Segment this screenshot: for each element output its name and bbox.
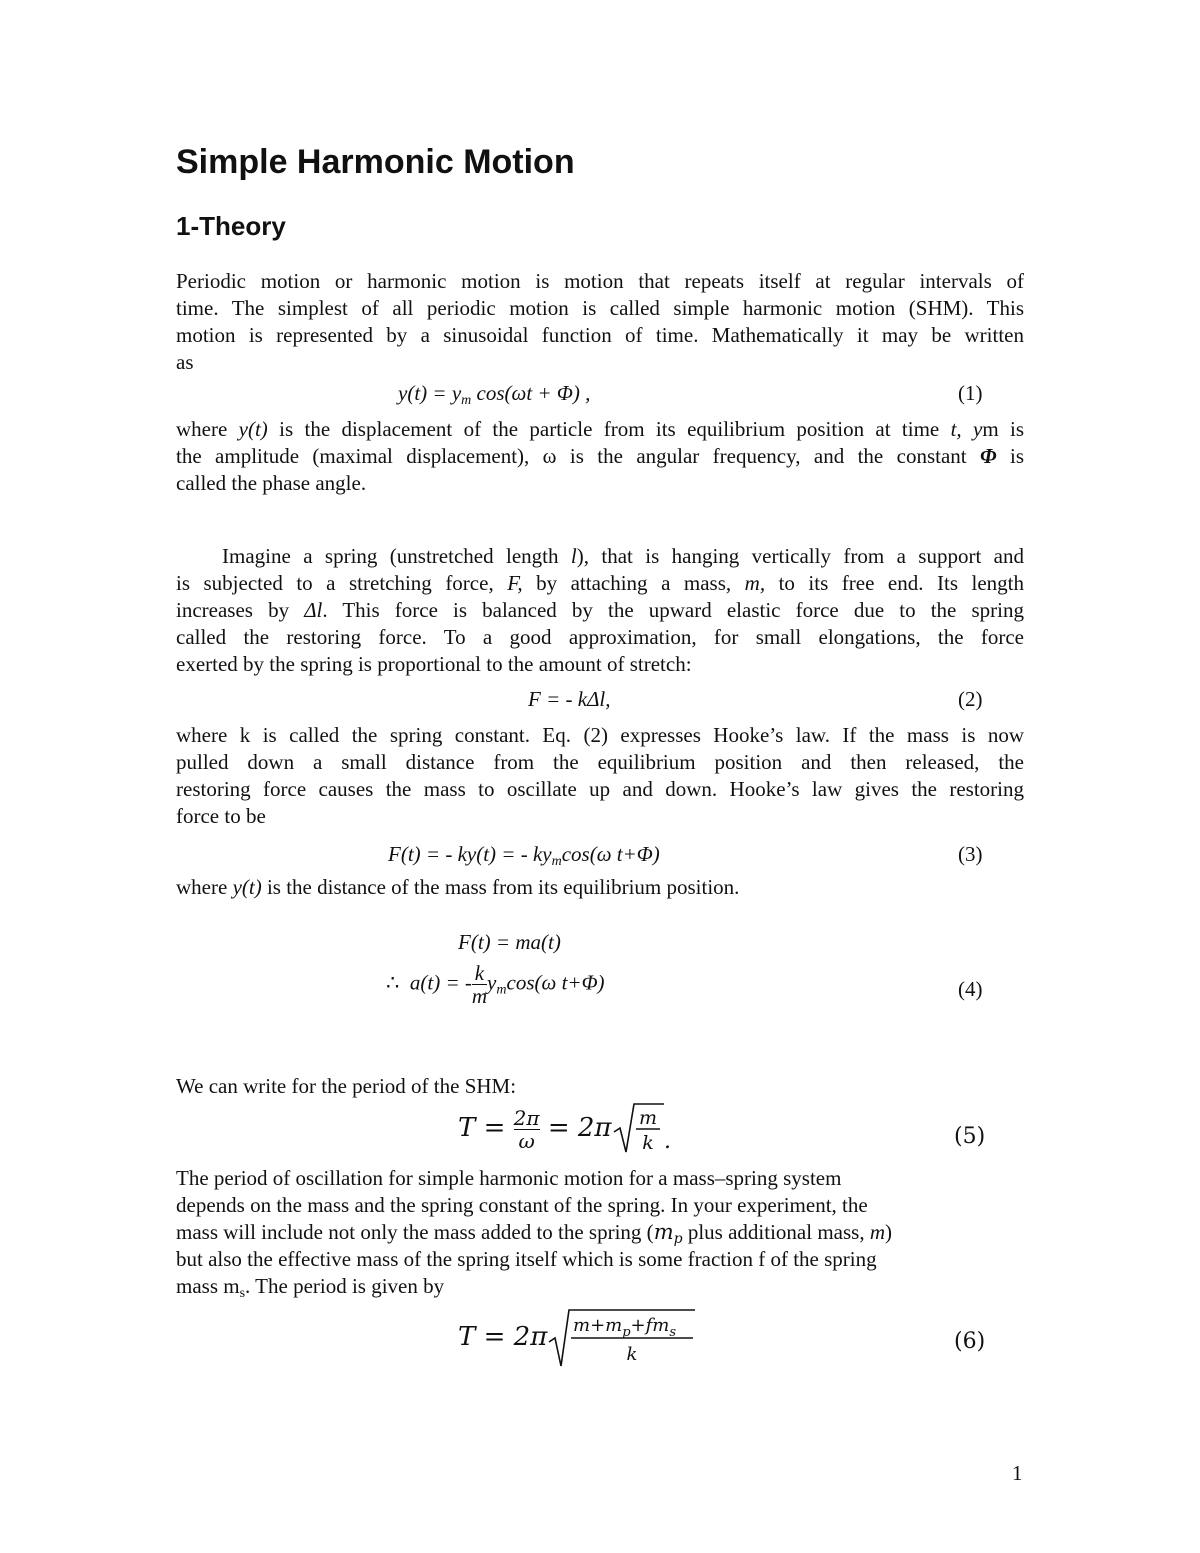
equation-4 bbox=[386, 962, 605, 1007]
equation-text: a(t) = - bbox=[409, 970, 472, 995]
sqrt-denominator: k bbox=[641, 1132, 654, 1154]
equation-subscript: m bbox=[551, 854, 562, 869]
text-line: depends on the mass and the spring constant of the spring. In your experiment, the bbox=[176, 1193, 868, 1217]
therefore-symbol: ∴ bbox=[386, 970, 400, 995]
paragraph-definitions bbox=[176, 416, 1024, 497]
equation-text: T = 2π bbox=[458, 1322, 548, 1352]
page-title: Simple Harmonic Motion bbox=[176, 143, 575, 181]
equation-number: (2) bbox=[958, 687, 983, 711]
text-line: where k is called the spring constant. Eq. (2) expresses Hooke’s law. If the mass is now bbox=[176, 723, 1024, 747]
text-line: Periodic motion or harmonic motion is motion that repeats itself at regular intervals of bbox=[176, 269, 1024, 293]
paragraph-effective-mass bbox=[176, 1165, 976, 1300]
square-root bbox=[612, 1100, 708, 1158]
equation-1 bbox=[398, 380, 590, 407]
equation-text: cos(ω t+Φ) bbox=[561, 842, 660, 866]
text-line: increases by Δl. This force is balanced by the upward elastic force due to the spring bbox=[176, 598, 1024, 622]
paragraph-distance: where y(t) is the distance of the mass from its equilibrium position. bbox=[176, 875, 740, 899]
equation-newton: F(t) = ma(t) bbox=[458, 930, 561, 954]
equation-text: y(t) = y bbox=[398, 381, 462, 405]
equation-text: F(t) = - ky(t) = - ky bbox=[388, 842, 552, 866]
text-line: The period of oscillation for simple harmonic motion for a mass–spring system bbox=[176, 1166, 842, 1190]
equation-number: (6) bbox=[954, 1329, 986, 1354]
equation-text: cos(ωt + Φ) , bbox=[471, 381, 591, 405]
text-line: restoring force causes the mass to oscillate up and down. Hooke’s law gives the restoring bbox=[176, 777, 1024, 801]
text-line: force to be bbox=[176, 804, 266, 828]
equation-number: (3) bbox=[958, 842, 983, 866]
text-line: is subjected to a stretching force, F, by attaching a mass, m, to its free end. Its length bbox=[176, 571, 1024, 595]
text-line: mass $m_s$. The period is given by bbox=[176, 1274, 445, 1301]
equation-text: y bbox=[487, 970, 497, 995]
equation-text: = 2π bbox=[547, 1113, 612, 1143]
equation-text: cos(ω t+Φ) bbox=[506, 970, 605, 995]
equation-subscript: m bbox=[496, 982, 507, 998]
square-root bbox=[547, 1306, 697, 1370]
sqrt-denominator: k bbox=[626, 1344, 638, 1365]
radical-sign-icon bbox=[612, 1100, 708, 1158]
equation-6 bbox=[458, 1306, 697, 1370]
paragraph-hooke bbox=[176, 722, 1024, 830]
text-line: mass will include not only the mass added to the spring ($m_p$ plus additional mass, m) bbox=[176, 1220, 892, 1247]
text-line: where y(t) is the displacement of the particle from its equilibrium position at time t, ym is bbox=[176, 417, 1024, 441]
text-line: Imagine a spring (unstretched length l), that is hanging vertically from a support and bbox=[222, 544, 1024, 568]
page-number: 1 bbox=[1012, 1461, 1023, 1485]
equation-subscript: m bbox=[461, 393, 472, 408]
equation-text: T = bbox=[458, 1113, 506, 1143]
text-line: exerted by the spring is proportional to the amount of stretch: bbox=[176, 652, 692, 676]
section-heading: 1-Theory bbox=[176, 211, 286, 241]
equation-3 bbox=[388, 841, 660, 868]
text-line: pulled down a small distance from the equilibrium position and then released, the bbox=[176, 750, 1024, 774]
equation-number: (5) bbox=[954, 1124, 986, 1149]
text-line: motion is represented by a sinusoidal function of time. Mathematically it may be written bbox=[176, 323, 1024, 347]
paragraph-spring bbox=[176, 543, 1024, 678]
radical-sign-icon bbox=[547, 1306, 697, 1370]
equation-number: (4) bbox=[958, 977, 983, 1001]
fraction-k-over-m: $\frac{k}{m}$ bbox=[471, 961, 488, 1008]
period-dot: . bbox=[663, 1129, 671, 1154]
sqrt-numerator: $m+m_p+fm_s$ bbox=[573, 1315, 677, 1340]
sqrt-numerator: m bbox=[638, 1107, 657, 1129]
text-line: the amplitude (maximal displacement), ω is the angular frequency, and the constant Φ is bbox=[176, 444, 1024, 468]
text-line: as bbox=[176, 350, 194, 374]
text-line: called the restoring force. To a good approximation, for small elongations, the force bbox=[176, 625, 1024, 649]
equation-number: (1) bbox=[958, 381, 983, 405]
equation-5 bbox=[458, 1100, 708, 1158]
fraction-2pi-over-omega: $\frac{2\pi}{\omega}$ bbox=[513, 1105, 540, 1153]
paragraph-period-intro: We can write for the period of the SHM: bbox=[176, 1074, 517, 1098]
text-line: called the phase angle. bbox=[176, 471, 367, 495]
equation-2: F = - kΔl, bbox=[528, 687, 611, 711]
paragraph-intro bbox=[176, 268, 1024, 376]
text-line: time. The simplest of all periodic motion is called simple harmonic motion (SHM). This bbox=[176, 296, 1024, 320]
text-line: but also the effective mass of the spring itself which is some fraction f of the spring bbox=[176, 1247, 877, 1271]
